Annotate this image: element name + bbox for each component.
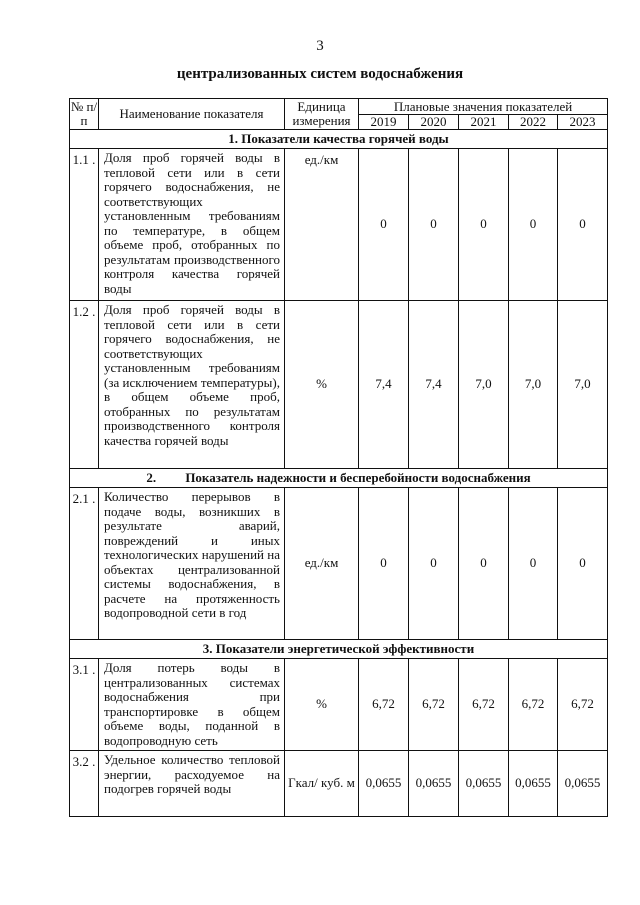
header-unit: Единица измерения bbox=[285, 99, 359, 130]
section-row bbox=[70, 130, 608, 149]
section-title: 2. Показатель надежности и бесперебойности водоснабжения bbox=[70, 469, 608, 488]
header-year: 2019 bbox=[359, 115, 409, 130]
value-cell: 0 bbox=[409, 488, 459, 640]
indicator-name: Удельное количество тепловой энергии, расходуемое на подогрев горячей воды bbox=[99, 751, 285, 817]
value-cell: 7,0 bbox=[459, 301, 509, 469]
value-cell: 0,0655 bbox=[558, 751, 608, 817]
value-cell: 6,72 bbox=[558, 659, 608, 751]
value-cell: 7,4 bbox=[409, 301, 459, 469]
indicator-name: Доля проб горячей воды в тепловой сети или в сети горячего водоснабжения, не соответствующих установленным требованиям (за исключением температуры), в общем объеме проб, отобранных по результатам производственного контроля качества горячей воды bbox=[99, 301, 285, 469]
table-row bbox=[70, 301, 608, 469]
header-name: Наименование показателя bbox=[99, 99, 285, 130]
value-cell: 0 bbox=[558, 149, 608, 301]
table-row bbox=[70, 488, 608, 640]
indicators-table bbox=[69, 98, 608, 817]
value-cell: 0,0655 bbox=[409, 751, 459, 817]
unit: % bbox=[285, 659, 359, 751]
value-cell: 0,0655 bbox=[509, 751, 558, 817]
section-row bbox=[70, 640, 608, 659]
value-cell: 0 bbox=[509, 149, 558, 301]
value-cell: 6,72 bbox=[359, 659, 409, 751]
unit: ед./км bbox=[285, 488, 359, 640]
table-row bbox=[70, 751, 608, 817]
value-cell: 6,72 bbox=[409, 659, 459, 751]
value-cell: 7,4 bbox=[359, 301, 409, 469]
value-cell: 0 bbox=[459, 488, 509, 640]
value-cell: 0,0655 bbox=[459, 751, 509, 817]
header-year: 2023 bbox=[558, 115, 608, 130]
row-number: 1.1 . bbox=[70, 149, 99, 301]
value-cell: 0 bbox=[509, 488, 558, 640]
header-year: 2022 bbox=[509, 115, 558, 130]
header-year: 2020 bbox=[409, 115, 459, 130]
unit: ед./км bbox=[285, 149, 359, 301]
indicator-name: Количество перерывов в подаче воды, возникших в результате аварий, повреждений и иных технологических нарушений на объектах централизованной системы водоснабжения, в расчете на протяженность водопроводной сети в год bbox=[99, 488, 285, 640]
indicator-name: Доля проб горячей воды в тепловой сети или в сети горячего водоснабжения, не соответствующих установленным требованиям по температуре, в общем объеме проб, отобранных по результатам производственного контроля качества горячей воды bbox=[99, 149, 285, 301]
section-row bbox=[70, 469, 608, 488]
indicator-name: Доля потерь воды в централизованных системах водоснабжения при транспортировке в общем объеме воды, поданной в водопроводную сеть bbox=[99, 659, 285, 751]
unit: % bbox=[285, 301, 359, 469]
section-title: 1. Показатели качества горячей воды bbox=[70, 130, 608, 149]
value-cell: 0 bbox=[558, 488, 608, 640]
page-heading: централизованных систем водоснабжения bbox=[176, 66, 464, 82]
value-cell: 0 bbox=[459, 149, 509, 301]
unit: Гкал/ куб. м bbox=[285, 751, 359, 817]
value-cell: 7,0 bbox=[509, 301, 558, 469]
row-number: 3.1 . bbox=[70, 659, 99, 751]
section-title: 3. Показатели энергетической эффективности bbox=[70, 640, 608, 659]
value-cell: 0,0655 bbox=[359, 751, 409, 817]
value-cell: 0 bbox=[409, 149, 459, 301]
value-cell: 6,72 bbox=[509, 659, 558, 751]
row-number: 3.2 . bbox=[70, 751, 99, 817]
header-num: № п/п bbox=[70, 99, 98, 128]
table-row bbox=[70, 149, 608, 301]
header-year: 2021 bbox=[459, 115, 509, 130]
row-number: 1.2 . bbox=[70, 301, 99, 469]
value-cell: 6,72 bbox=[459, 659, 509, 751]
value-cell: 0 bbox=[359, 149, 409, 301]
value-cell: 0 bbox=[359, 488, 409, 640]
header-plan: Плановые значения показателей bbox=[359, 99, 608, 115]
page-number: 3 bbox=[316, 38, 324, 54]
value-cell: 7,0 bbox=[558, 301, 608, 469]
row-number: 2.1 . bbox=[70, 488, 99, 640]
table-row bbox=[70, 659, 608, 751]
